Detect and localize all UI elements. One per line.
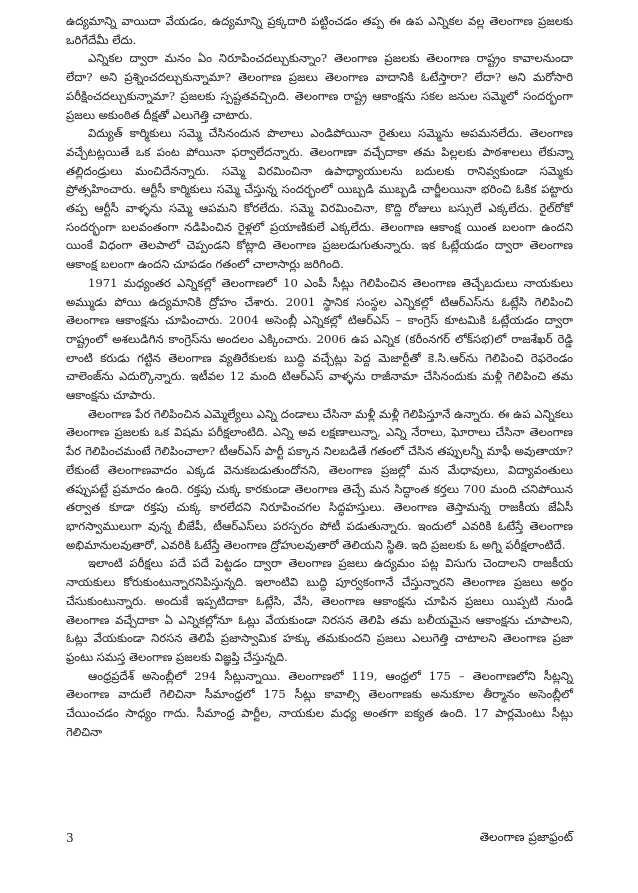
- paragraph-3: విద్యుత్ కార్మికులు సమ్మె చేసినందున పొలాలు ఎండిపోయినా రైతులు సమ్మెను అపమనలేదు. తెలంగాణ వచ్చేటట్లయితే ఒక పంట పోయినా ఫర్వాలేదన్నారు. తెలంగాణా వచ్చేదాకా తమ పిల్లలకు పాఠశాలలు లేకున్నా తల్లిదండ్రులు మంచిదేనన్నారు. సమ్మె విరమించినా ఉపాధ్యాయులను బదులకు రానివ్వకుండా సమ్మెకు ప్రోత్సహించారు. ఆర్టీసీ కార్మికులు సమ్మె చేస్తున్న సందర్భంలో యిబ్బడి ముబ్బడి చార్జీలయినా భరించి ఓకిక పట్టారు తప్ప ఆర్టీసీ వాళ్ళను సమ్మె ఆపమని కోరలేదు. సమ్మె విరమించినా, కొద్ది రోజులు బస్సులే ఎక్కలేదు. రైల్‌రోకో సందర్భంగా బలవంతంగా నడిపించిన రైళ్లలో ప్రయాణికులే ఎక్కలేదు. తెలంగాణ ఆకాంక్ష యింత బలంగా ఉందని యింకే విధంగా తెలపాలో చెప్పండని కోట్లాది తెలంగాణ ప్రజలడుగుతున్నారు. ఇక ఓట్లేయడం ద్వారా తెలంగాణ ఆకాంక్ష బలంగా ఉందని చూపడం గతంలో చాలాసార్లు జరిగింది.: [66, 126, 573, 272]
- paragraph-2: ఎన్నికల ద్వారా మనం ఏం నిరూపించదల్చుకున్నాం? తెలంగాణ ప్రజలకు తెలంగాణ రాష్ట్రం కావాలనుందా లేదా? అని ప్రశ్నించదల్చుకున్నామా? తెలంగాణ ప్రజలు తెలంగాణ వాదానికి ఓటేస్తారా? లేదా? అని మరోసారి పరీక్షించదల్చుకున్నామా? ప్రజలకు స్పష్టతవచ్చింది. తెలంగాణ రాష్ట్ర ఆకాంక్షను సకల జనుల సమ్మెలో సందర్భంగా ప్రజలు అకుంఠిత దీక్షతో ఎలుగెత్తి చాటారు.: [66, 51, 573, 122]
- paragraph-6: ఇలాంటి పరీక్షలు పదే పదే పెట్టడం ద్వారా తెలంగాణ ప్రజలు ఉద్యమం పట్ల విసుగు చెందాలని రాజకీయ నాయకులు కోరుకుంటున్నారనిపిస్తున్నది. ఇలాంటివి బుద్ధి పూర్వకంగానే చేస్తున్నారని తెలంగాణ ప్రజలు అర్థం చేసుకుంటున్నారు. అందుకే ఇప్పటిదాకా ఓట్లేసి, వేసి, తెలంగాణ ఆకాంక్షను చూపిన ప్రజలు యిప్పటి నుండి తెలంగాణ వచ్చేదాకా ఏ ఎన్నికల్లోనూ ఓట్లు వేయకుండా నిరసన తెలిపి తమ బలీయమైన ఆకాంక్షను చూపాలని, ఓట్లు వేయకుండా నిరసన తెలిపే ప్రజాస్వామిక హక్కు తమకుందని ప్రజలు ఎలుగెత్తి చాటాలని తెలంగాణ ప్రజా ఫ్రంటు సమస్త తెలంగాణ ప్రజలకు విజ్ఞప్తి చేస్తున్నది.: [66, 556, 573, 664]
- page-number: 3: [66, 831, 74, 845]
- paragraph-1: ఉద్యమాన్ని వాయిదా వేయడం, ఉద్యమాన్ని ప్రక్కదారి పట్టించడం తప్ప ఈ ఉప ఎన్నికల వల్ల తెలంగాణ ప్రజలకు ఒరిగేదేమీ లేదు.: [66, 14, 573, 47]
- paragraph-7: ఆంధ్రప్రదేశ్ అసెంబ్లీలో 294 సీట్లున్నాయి. తెలంగాణలో 119, ఆంధ్రలో 175 – తెలంగాణలోని సీట్లన్ని తెలంగాణ వాదులే గెలిచినా సీమాంధ్రలో 175 సీట్లు కావాల్సి తెలంగాణకు అనుకూల తీర్మానం అసెంబ్లీలో చేయించడం సాధ్యం గాదు. సీమాంధ్ర పార్టీల, నాయకుల మధ్య అంతగా ఐక్యత ఉంది. 17 పార్లమెంటు సీట్లు గెలిచినా: [66, 668, 573, 739]
- article-body: [66, 12, 573, 741]
- paragraph-4: 1971 మధ్యంతర ఎన్నికల్లో తెలంగాణలో 10 ఎంపీ సీట్లు గెలిపించిన తెలంగాణ తెచ్చేబదులు నాయకులు అమ్ముడు పోయి ఉద్యమానికి ద్రోహం చేశారు. 2001 స్థానిక సంస్థల ఎన్నికల్లో టిఆర్ఎస్‌ను ఓట్లేసి గెలిపించి తెలంగాణ ఆకాంక్షను చూపించారు. 2004 అసెంబ్లీ ఎన్నికల్లో టిఆర్ఎస్ – కాంగ్రెస్ కూటమికి ఓట్లేయడం ద్వారా రాష్ట్రంలో అశలుడిగిన కాంగ్రెస్‌ను అందలం ఎక్కించారు. 2006 ఉప ఎన్నిక (కరీంనగర్ లోక్‌సభ)లో రాజశేఖర్ రెడ్డి లాంటి కరుడు గట్టిన తెలంగాణ వ్యతిరేకులకు బుద్ధి వచ్చేట్లు పెద్ద మెజార్టీతో కె.సి.ఆర్‌ను గెలిపించి రెఫరెండం చాలెంజ్‌ను ఎదుర్కొన్నారు. ఇటీవల 12 మంది టిఆర్ఎస్ వాళ్ళను రాజీనామా చేసినందుకు మళ్లీ గెలిపించి తమ ఆకాంక్షను చూపారు.: [66, 275, 573, 403]
- publication-name: తెలంగాణ ప్రజాఫ్రంట్: [479, 829, 573, 844]
- paragraph-5: తెలంగాణ పేర గెలిపించిన ఎమ్మెల్యేలు ఎన్ని దండాలు చేసినా మళ్లీ మళ్లీ గెలిపిస్తూనే ఉన్నారు. ఈ ఉప ఎన్నికలు తెలంగాణ ప్రజలకు ఒక విషమ పరీక్షలాంటిది. ఎన్ని అవ లక్షణాలున్నా, ఎన్ని నేరాలు, ఘోరాలు చేసినా తెలంగాణ పేర గెలిపించమంటే గెలిపించాలా? టీఆర్ఎస్ పార్టీ పక్కాన నిలబడితే గతంలో చేసిన తప్పులన్నీ మాఫీ అవుతాయా? లేకుంటే తెలంగాణవాదం ఎక్కడ వెనుకబడుతుందోనని, తెలంగాణ ప్రజల్లో మన మేధావులు, విద్యావంతులు తప్పుపట్టే ప్రమాదం ఉంది. రక్తపు చుక్క కారకుండా తెలంగాణ తెచ్చే మన సిద్ధాంత కర్తలు 700 మంది చనిపోయిన తర్వాత కూడా రక్తపు చుక్క కారలేదని నిరూపించగల సిద్ధహస్తులు. తెలంగాణ తెస్తామన్న రాజకీయ జేఏసీ భాగస్వాములుగా వున్న బీజేపీ, టీఆర్ఎస్‌లు పరస్పరం పోటీ పడుతున్నారు. ఇందులో ఎవరికి ఓటేస్తే తెలంగాణ అభిమానులవుతారో, ఎవరికి ఓటేస్తే తెలంగాణ ద్రోహులవుతారో తెలియని స్థితి. ఇది ప్రజలకు ఓ అగ్ని పరీక్షలాంటిదే.: [66, 406, 573, 552]
- page-footer: [66, 828, 573, 848]
